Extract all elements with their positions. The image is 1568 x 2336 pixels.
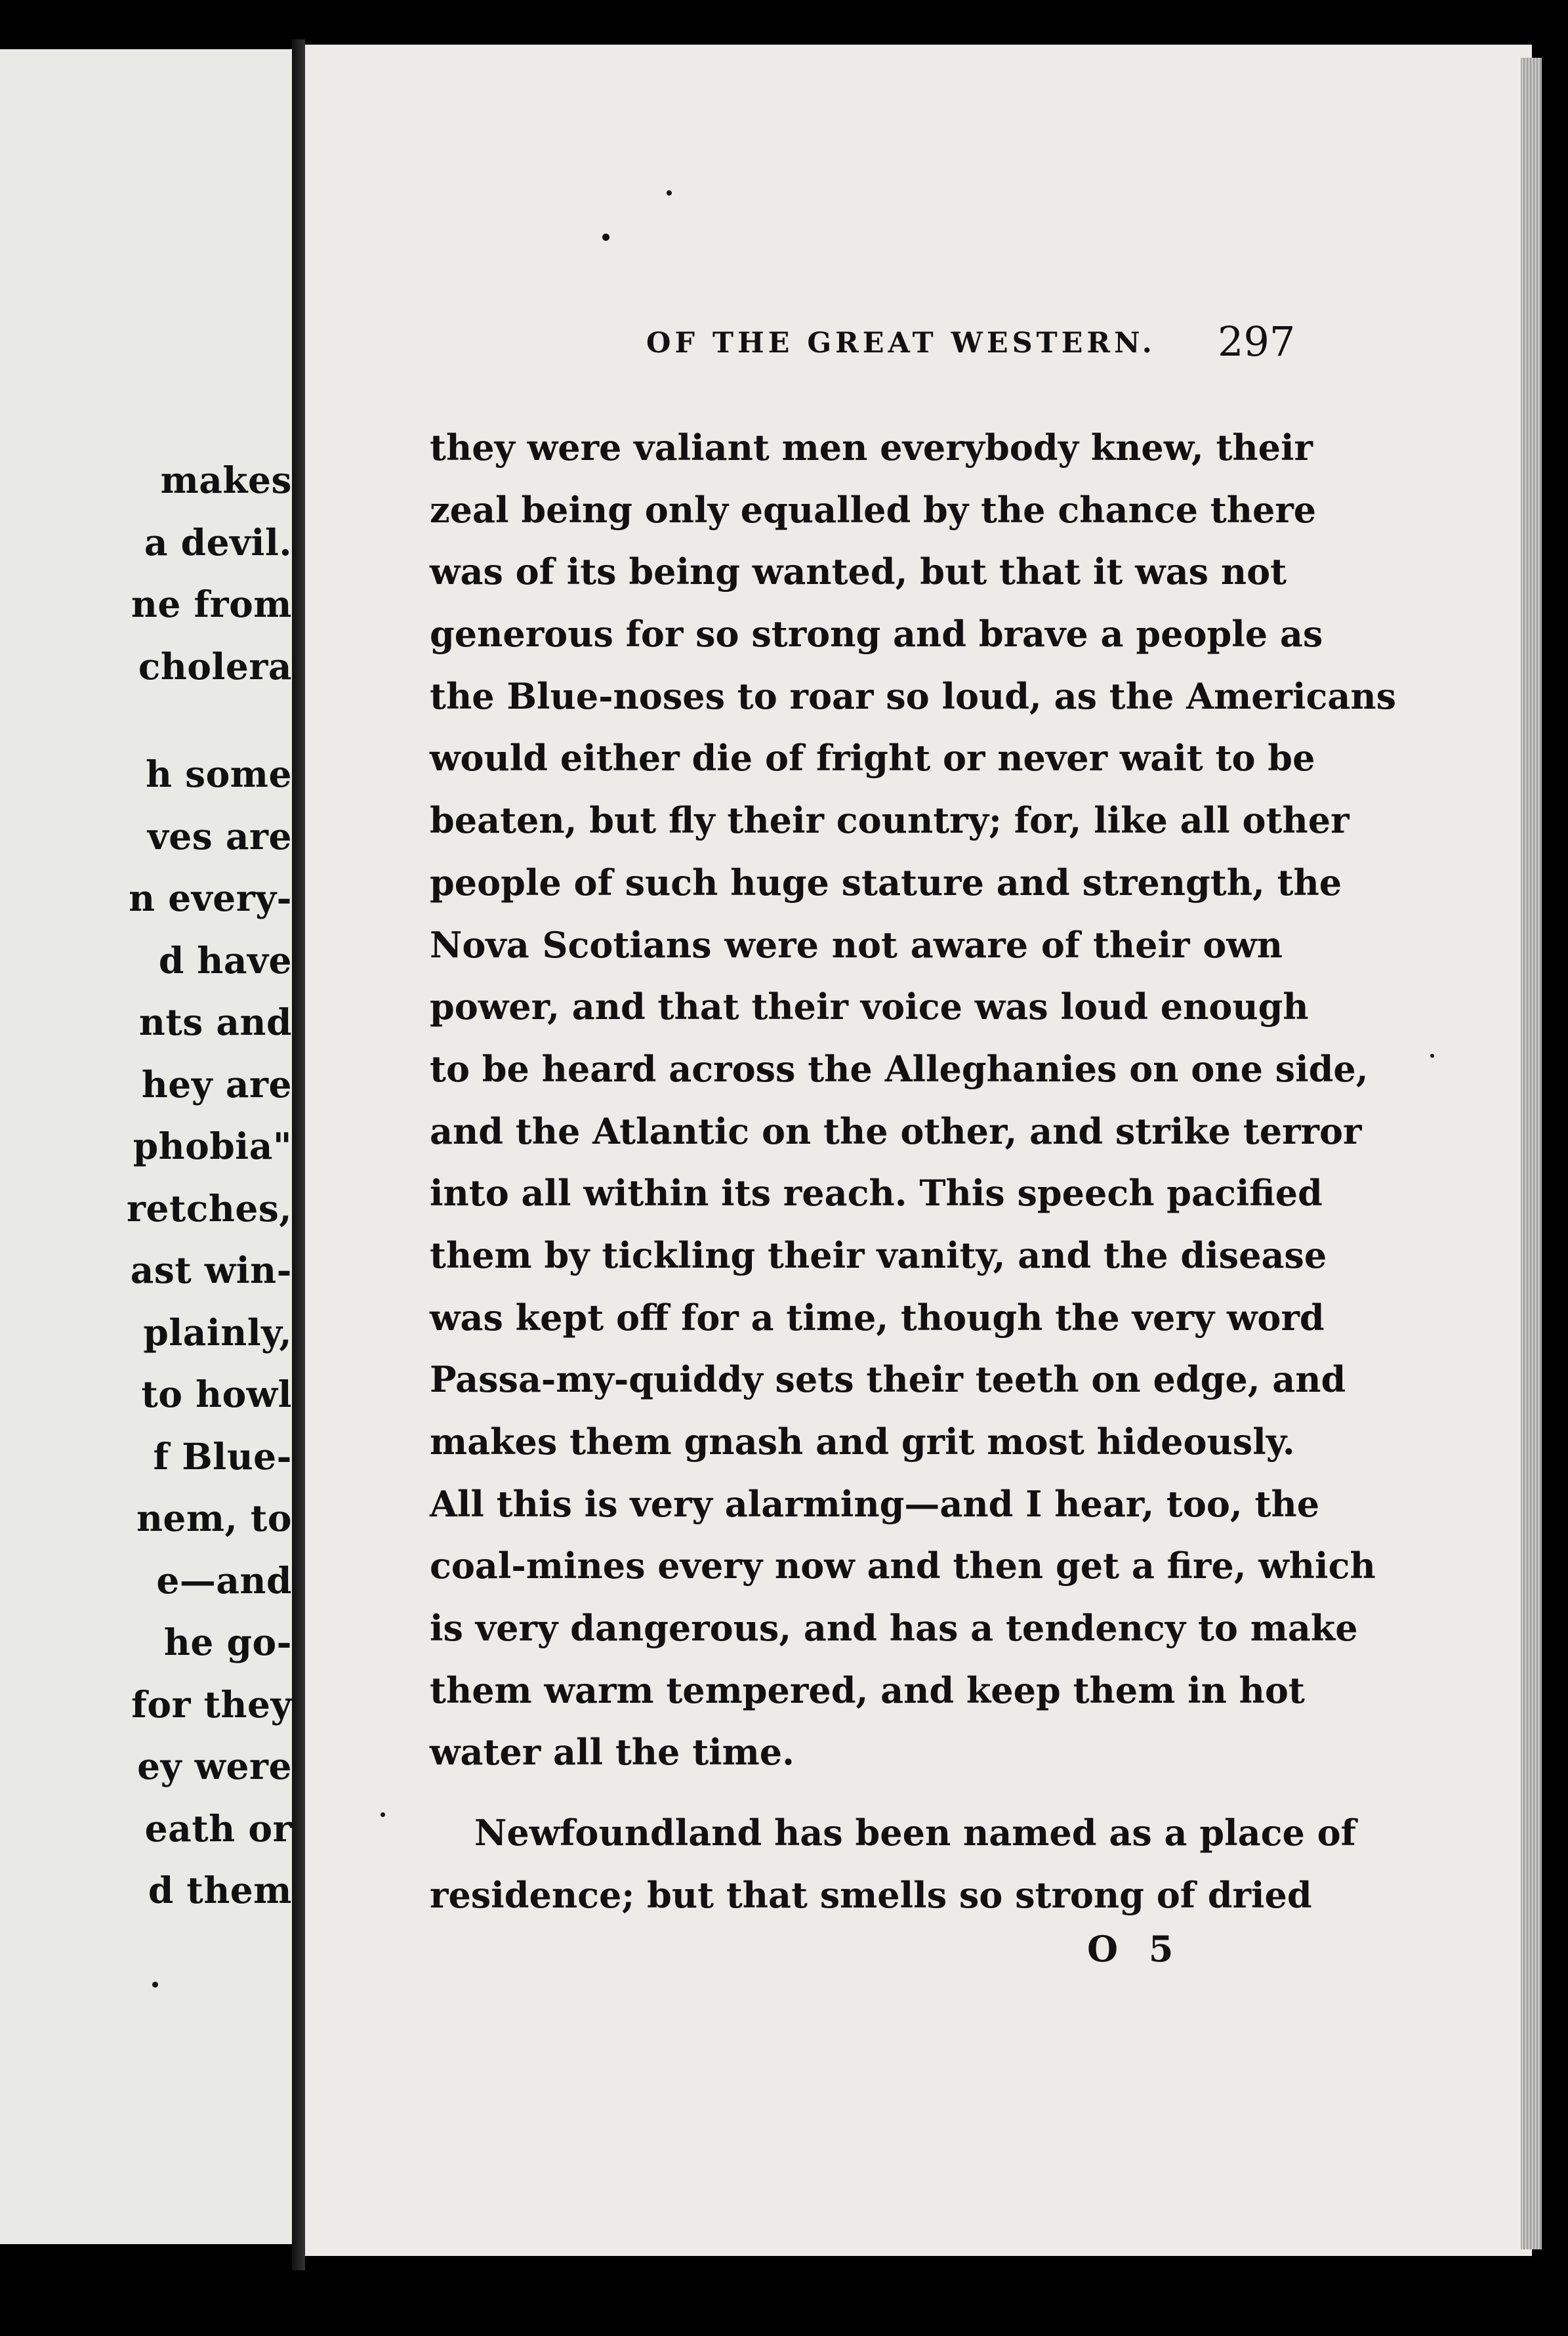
left-line: he go-	[163, 1621, 292, 1663]
ink-speck	[1430, 1054, 1434, 1058]
text-line: makes them gnash and grit most hideously.	[430, 1421, 1295, 1463]
book-gutter	[292, 39, 305, 2270]
left-line: nem, to	[136, 1497, 292, 1539]
running-head: OF THE GREAT WESTERN.	[646, 327, 1156, 360]
text-line: zeal being only equalled by the chance there	[430, 488, 1317, 531]
left-line: makes	[160, 459, 292, 501]
left-line: retches,	[127, 1186, 292, 1230]
text-line: people of such huge stature and strength, the	[430, 861, 1342, 904]
ink-speck	[381, 1812, 385, 1817]
text-line: is very dangerous, and has a tendency to make	[430, 1607, 1358, 1650]
left-line: for they	[131, 1682, 292, 1726]
text-line: generous for so strong and brave a people as	[430, 613, 1323, 656]
ink-speck	[667, 190, 672, 196]
text-line: All this is very alarming—and I hear, too, the	[430, 1482, 1320, 1525]
text-line: was of its being wanted, but that it was not	[430, 551, 1287, 593]
text-line: coal-mines every now and then get a fire, which	[430, 1545, 1376, 1587]
text-line: would either die of fright or never wait to be	[430, 737, 1315, 780]
text-line: and the Atlantic on the other, and strike terror	[430, 1110, 1362, 1152]
page-number: 297	[1218, 318, 1296, 365]
text-line: Passa-my-quiddy sets their teeth on edge, and	[430, 1358, 1346, 1401]
text-line: Nova Scotians were not aware of their own	[430, 923, 1283, 966]
left-line: to howl	[141, 1373, 292, 1415]
text-line-paragraph-end: water all the time.	[430, 1731, 794, 1774]
text-line: into all within its reach. This speech pacified	[430, 1172, 1323, 1215]
left-line: nts and	[138, 1001, 292, 1043]
left-line: plainly,	[143, 1310, 292, 1354]
left-line: n every-	[129, 877, 292, 919]
text-line: residence; but that smells so strong of dried	[430, 1873, 1312, 1916]
left-line: ne from	[131, 583, 292, 625]
page-edge	[1521, 58, 1542, 2249]
left-line: eath or	[144, 1806, 292, 1850]
text-line: was kept off for a time, though the very word	[430, 1296, 1325, 1339]
left-line: cholera	[138, 644, 292, 688]
left-line: phobia"	[133, 1125, 292, 1167]
left-page-text	[0, 449, 292, 1922]
left-line: a devil.	[144, 520, 292, 564]
left-line: d have	[158, 938, 292, 982]
text-line: the Blue-noses to roar so loud, as the Americans	[430, 675, 1397, 717]
text-line: they were valiant men everybody knew, their	[430, 427, 1313, 469]
text-line: to be heard across the Alleghanies on one side,	[430, 1047, 1369, 1090]
left-line: ey were	[137, 1745, 292, 1787]
ink-speck	[152, 1982, 158, 1988]
left-line: ast win-	[130, 1249, 292, 1291]
left-line: hey are	[141, 1062, 292, 1106]
left-line: f Blue-	[153, 1434, 292, 1478]
ink-speck	[602, 234, 609, 241]
text-line: beaten, but fly their country; for, like all other	[430, 799, 1350, 842]
text-line: them warm tempered, and keep them in hot	[430, 1669, 1305, 1711]
left-line: d them	[148, 1869, 292, 1911]
text-line-paragraph-start: Newfoundland has been named as a place of	[474, 1812, 1356, 1854]
text-line: them by tickling their vanity, and the disease	[430, 1234, 1327, 1276]
left-line: e—and	[156, 1558, 292, 1602]
left-line: h some	[146, 753, 292, 795]
left-line-gap	[0, 698, 292, 743]
body-text	[430, 417, 1397, 1927]
left-page-fragment	[0, 49, 292, 2244]
text-line: power, and that their voice was loud enough	[430, 986, 1309, 1028]
left-line: ves are	[147, 814, 292, 858]
signature-mark: O 5	[1087, 1928, 1183, 1970]
